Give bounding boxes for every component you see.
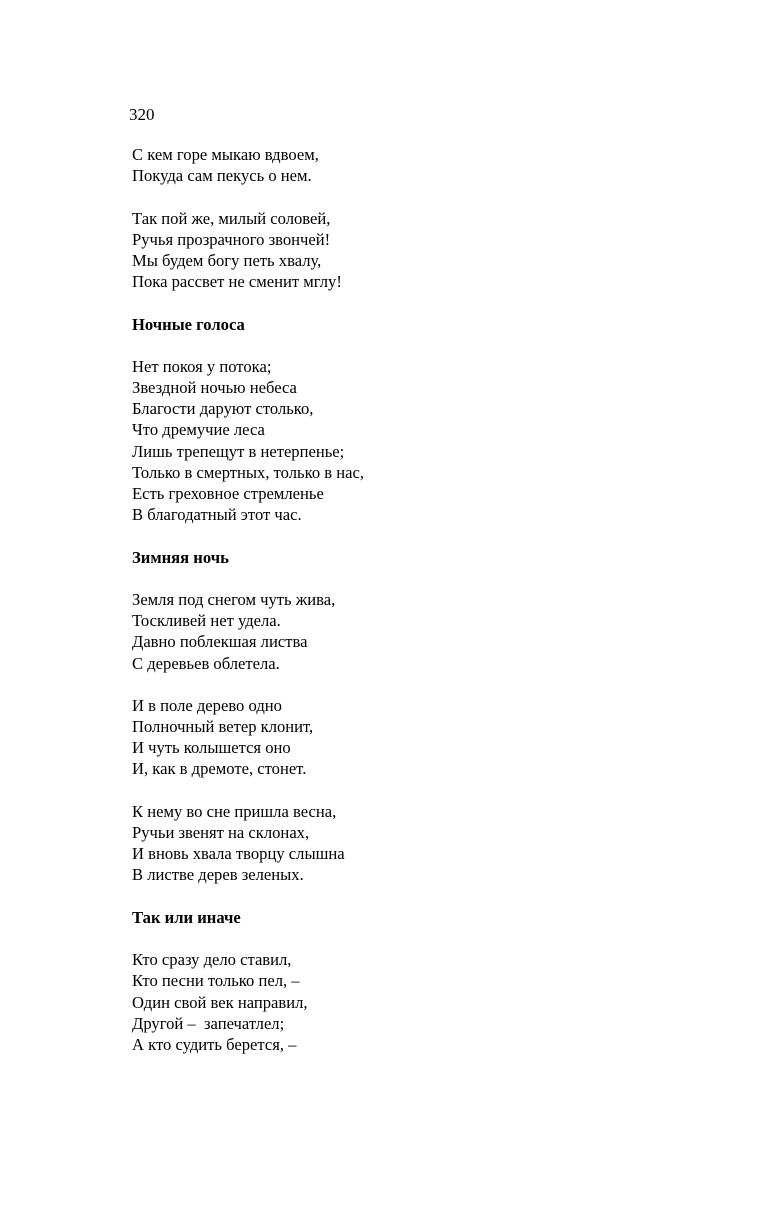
poem-line: Кто сразу дело ставил, <box>132 950 292 970</box>
poem-title-night-voices: Ночные голоса <box>132 314 245 334</box>
poem-line: И вновь хвала творцу слышна <box>132 844 345 864</box>
poem-winter-night-stanza-1 <box>132 589 692 674</box>
poem-line: Полночный ветер клонит, <box>132 717 314 737</box>
poem-line: Нет покоя у потока; <box>132 356 272 376</box>
poem-night-voices <box>132 356 692 526</box>
stanza-2 <box>132 208 692 293</box>
poem-line: И в поле дерево одно <box>132 695 282 715</box>
poem-line: Тоскливей нет удела. <box>132 611 281 631</box>
poem-line: Земля под снегом чуть жива, <box>132 589 336 609</box>
poem-line: С кем горе мыкаю вдвоем, <box>132 145 319 164</box>
poem-line: Благости даруют столько, <box>132 399 314 419</box>
poem-title-one-way-or-another: Так или иначе <box>132 907 241 927</box>
stanza-top <box>132 144 692 186</box>
poem-line: Есть греховное стремленье <box>132 484 324 503</box>
poem-line: Так пой же, милый соловей, <box>132 208 331 228</box>
poem-line: Пока рассвет не сменит мглу! <box>132 272 342 292</box>
poem-line: Один свой век направил, <box>132 992 308 1012</box>
poem-line: А кто судить берется, – <box>132 1034 297 1054</box>
poem-line: К нему во сне пришла весна, <box>132 801 337 821</box>
poem-line: И, как в дремоте, стонет. <box>132 759 307 779</box>
poem-title-winter-night: Зимняя ночь <box>132 547 229 567</box>
poem-line: Что дремучие леса <box>132 420 265 440</box>
page-number: 320 <box>129 105 155 124</box>
page-text <box>132 144 692 1055</box>
poem-line: Мы будем богу петь хвалу, <box>132 250 322 270</box>
poem-winter-night-stanza-2 <box>132 695 692 780</box>
poem-line: В благодатный этот час. <box>132 505 302 525</box>
poem-line: И чуть колышется оно <box>132 738 291 758</box>
poem-line: С деревьев облетела. <box>132 653 280 673</box>
poem-line: В листве дерев зеленых. <box>132 865 304 885</box>
poem-line: Кто песни только пел, – <box>132 971 300 991</box>
poem-line: Звездной ночью небеса <box>132 378 297 398</box>
poem-line: Ручья прозрачного звончей! <box>132 229 331 249</box>
poem-winter-night-stanza-3 <box>132 801 692 886</box>
poem-line: Другой – запечатлел; <box>132 1013 285 1033</box>
poem-line: Давно поблекшая листва <box>132 632 308 652</box>
poem-one-way-or-another <box>132 949 692 1055</box>
poem-line: Лишь трепещут в нетерпенье; <box>132 441 345 461</box>
poem-line: Покуда сам пекусь о нем. <box>132 166 312 186</box>
poem-line: Только в смертных, только в нас, <box>132 462 365 482</box>
poem-line: Ручьи звенят на склонах, <box>132 823 310 842</box>
